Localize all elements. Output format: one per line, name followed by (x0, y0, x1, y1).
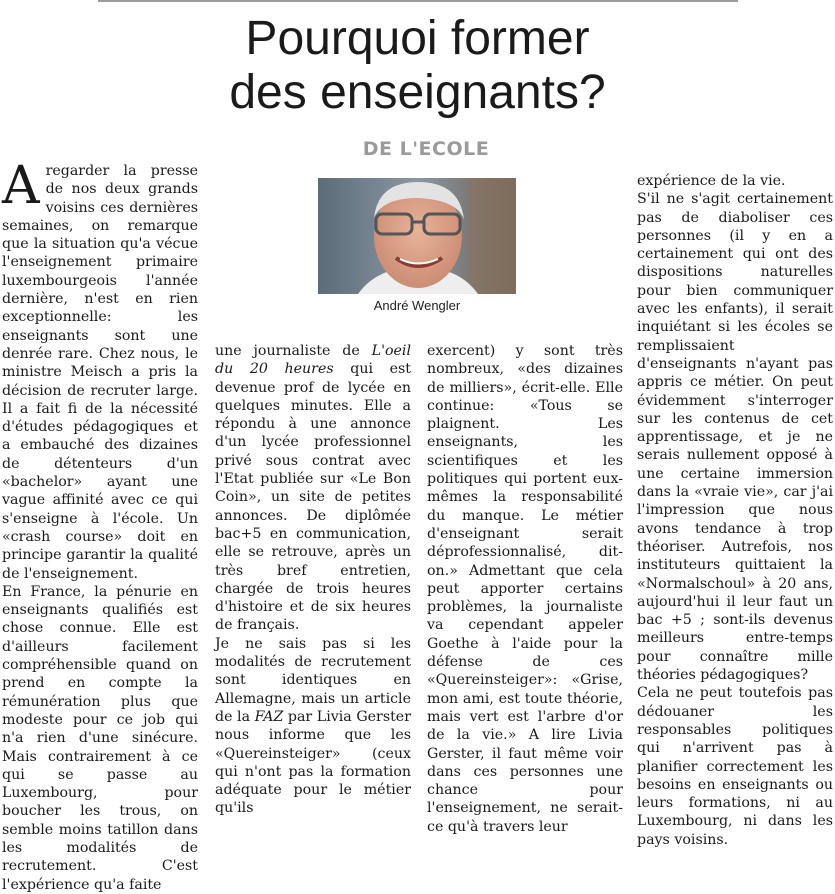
publication-name: L'oeil du 20 heures (215, 343, 411, 378)
article-column-1 (2, 156, 198, 893)
paragraph-text: qui est devenue prof de lycée en quelques minutes. Elle a répondu à une annonce d'un lycée professionnel privé sous contrat avec l'Etat publiée sur «Le Bon Coin», un site de petites annonces. De diplômée bac+5 en communication, elle se retrouve, après un très bref entretien, chargée de trois heures d'histoire et de six heures de français. (215, 361, 412, 634)
paragraph: Cela ne peut toutefois pas dédouaner les responsables politiques qui n'arrivent pas à planifier correctement les besoins en enseignants ou leurs formations, ni au Luxembourg, ni dans les pays voisins. (637, 685, 833, 848)
paragraph: exercent) y sont très nombreux, «des dizaines de milliers», écrit-elle. Elle continue: «Tous se plaignent. Les enseignants, les scientifiques et les politiques qui portent eux-mêmes la responsabilité du manque. Le métier d'enseignant serait déprofessionnalisé, dit-on.» Admettant que cela peut apporter certains problèmes, la journaliste va cependant appeler Goethe à l'aide pour la défense de ces «Quereinsteiger»: «Grise, mon ami, est toute théorie, mais vert est l'arbre d'or de la vie.» A lire Livia Gerster, il faut même voir dans ces personnes une chance pour l'enseignement, ne serait-ce qu'à travers leur (427, 343, 623, 835)
article-column-2 (215, 342, 412, 817)
headline-line-1: Pourquoi former (245, 12, 590, 65)
paragraph: expérience de la vie. (637, 173, 786, 189)
paragraph (215, 342, 411, 635)
headline-line-2: des enseignants? (229, 66, 606, 119)
paragraph-text: par Livia Gerster nous informe que les «Quereinsteiger» (ceux qui n'ont pas la formation adéquate pour le métier qu'ils (215, 708, 411, 817)
top-rule (98, 0, 738, 2)
article-headline (0, 12, 835, 120)
publication-name: FAZ (254, 708, 284, 725)
article-column-3 (427, 342, 623, 835)
paragraph-text: regarder la presse de nos deux grands voisins ces dernières semaines, on remarque que la situation qu'a vécue l'enseignement primaire luxembourgeois l'année dernière, n'est en rien exceptionnelle: les enseignants sont une denrée rare. Chez nous, le ministre Meisch a pris la décision de recruter large. Il a fait fi de la nécessité d'études pédagogiques et a embauché des dizaines de détenteurs d'un «bachelor» ayant une vague affinité avec ce qui s'enseigne à l'école. Un «crash course» doit en principe garantir la qualité de l'enseignement. (2, 163, 198, 582)
paragraph-text: une journaliste de (215, 343, 372, 359)
drop-cap: A (2, 156, 40, 216)
photo-caption: André Wengler (373, 298, 461, 313)
paragraph-text: Je ne sais pas si les modalités de recrutement sont identiques en Allemagne, mais un article de la (215, 635, 411, 725)
section-kicker: DE L'ECOLE (362, 138, 490, 160)
paragraph: En France, la pénurie en enseignants qualifiés est chose connue. Elle est d'ailleurs facilement compréhensible quand on prend en compte la rémunération plus que modeste pour ce job qui n'a rien d'une sinécure. Mais contrairement à ce qui se passe au Luxembourg, pour boucher les trous, on semble moins tatillon dans les modalités de recrutement. C'est l'expérience qu'a faite (2, 583, 198, 893)
paragraph: S'il ne s'agit certainement pas de diaboliser ces personnes (il y en a certainement qui ont des dispositions naturelles pour bien communiquer avec les enfants), il serait inquiétant si les écoles se remplissaient d'enseignants n'ayant pas appris ce métier. On peut évidemment s'interroger sur les contenus de cet apprentissage, et je ne serais nullement opposé à une certaine immersion dans la «vraie vie», car j'ai l'impression que nous avons tendance à trop théoriser. Autrefois, nos instituteurs quittaient la «Normalschoul» à 20 ans, aujourd'hui il leur faut un bac +5 ; sont-ils devenus meilleurs entre-temps pour connaître mille théories pédagogiques? (637, 191, 833, 684)
paragraph (2, 156, 198, 583)
paragraph (215, 635, 411, 818)
author-photo (318, 178, 516, 294)
article-column-4 (637, 172, 833, 848)
